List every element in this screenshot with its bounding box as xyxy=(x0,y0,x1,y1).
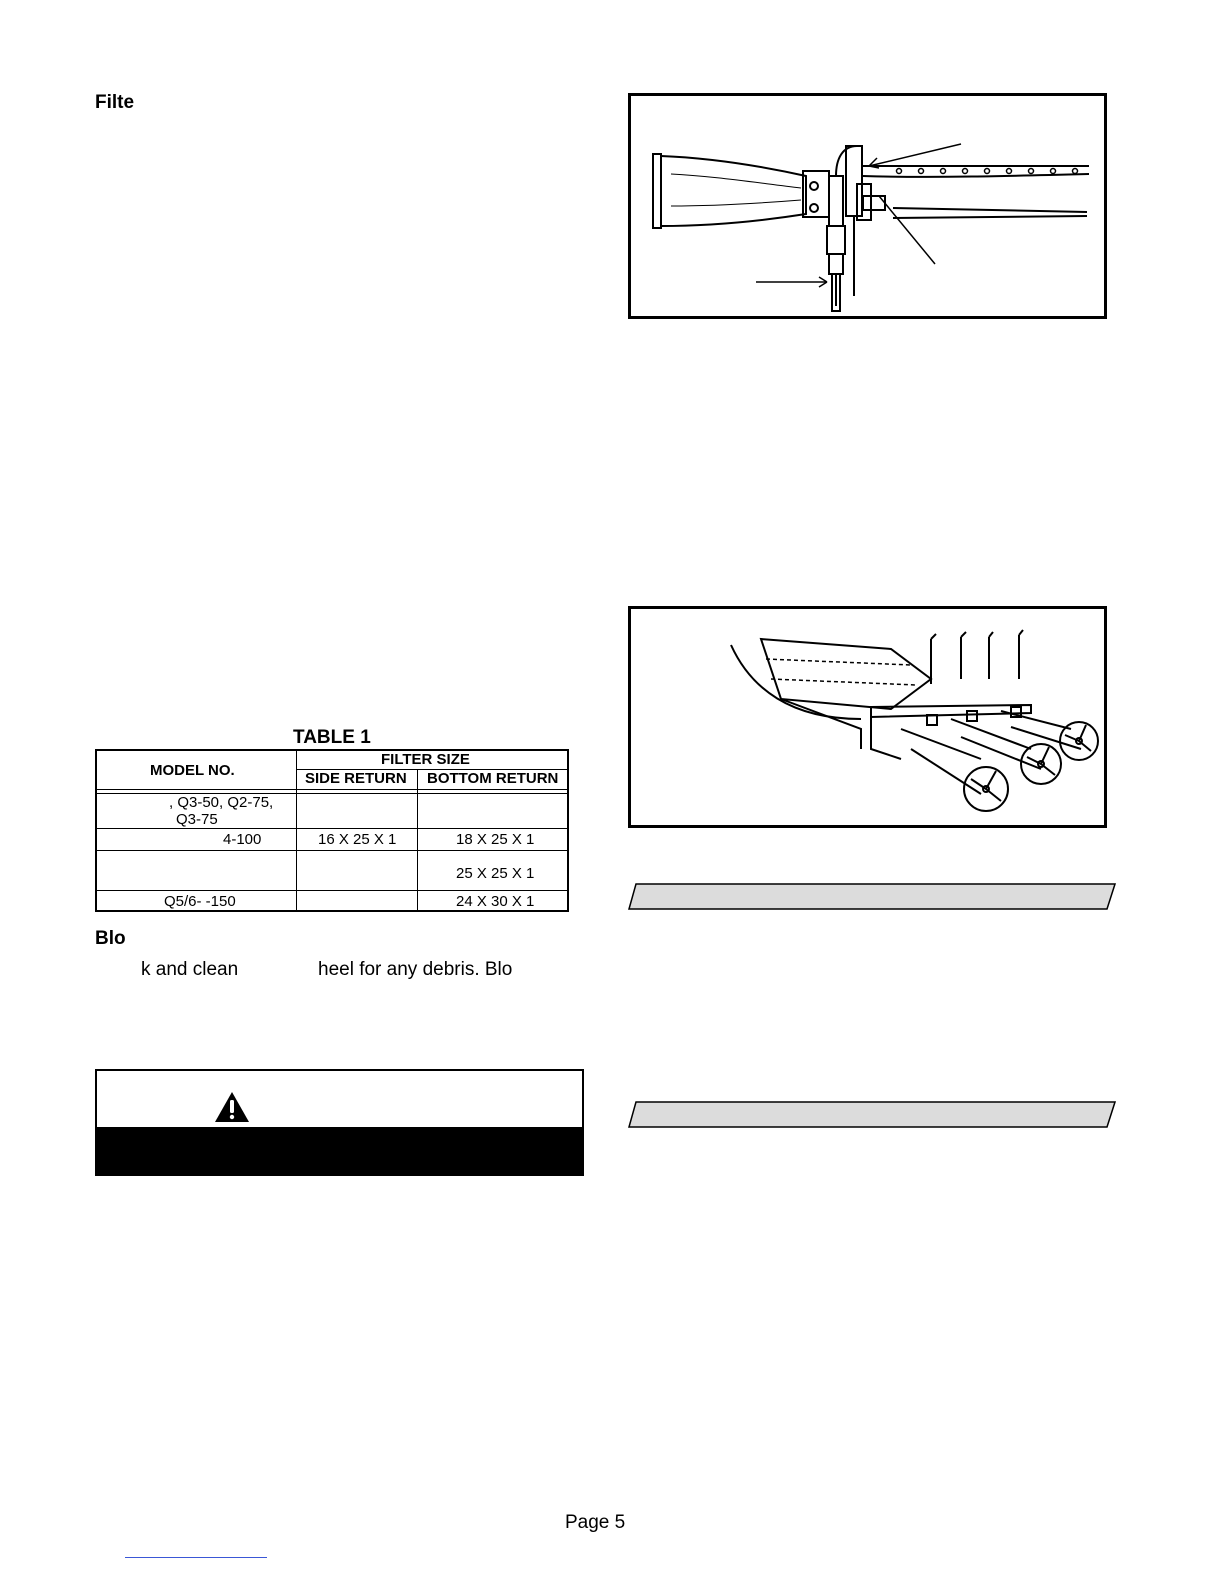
filter-size-table xyxy=(95,749,569,912)
table-row4-model: Q5/6- -150 xyxy=(164,893,236,910)
table-row1-model-line2: Q3-75 xyxy=(176,811,218,828)
table-header-filter-size: FILTER SIZE xyxy=(381,751,470,768)
table-header-side-return: SIDE RETURN xyxy=(305,770,407,787)
burners-illustration xyxy=(631,609,1104,825)
blower-text-fragment-1: k and clean xyxy=(141,959,239,980)
table-row2-model: 4-100 xyxy=(223,831,262,848)
table-row3-bottom: 25 X 25 X 1 xyxy=(456,865,535,882)
section-banner-1 xyxy=(628,883,1116,910)
table-row4-bottom: 24 X 30 X 1 xyxy=(456,893,535,910)
page-number: Page 5 xyxy=(565,1512,626,1533)
burner-assembly-illustration xyxy=(631,96,1104,316)
blower-heading: Blo xyxy=(95,928,126,949)
burner-assembly-figure xyxy=(628,93,1107,319)
blower-text-fragment-2: heel for any debris. Blo xyxy=(318,959,513,980)
footer-link-underline[interactable] xyxy=(125,1557,267,1558)
section-banner-2 xyxy=(628,1101,1116,1128)
filters-heading: Filte xyxy=(95,92,135,113)
table-header-model: MODEL NO. xyxy=(150,762,235,779)
warning-box xyxy=(95,1069,584,1176)
table-row2-side: 16 X 25 X 1 xyxy=(318,831,397,848)
table-header-bottom-return: BOTTOM RETURN xyxy=(427,770,559,787)
table-row2-bottom: 18 X 25 X 1 xyxy=(456,831,535,848)
burners-heat-exchanger-figure xyxy=(628,606,1107,828)
warning-bar xyxy=(97,1127,582,1174)
table-title: TABLE 1 xyxy=(293,727,371,748)
table-row1-model-line1: , Q3-50, Q2-75, xyxy=(169,794,274,811)
warning-triangle-icon xyxy=(214,1091,250,1123)
